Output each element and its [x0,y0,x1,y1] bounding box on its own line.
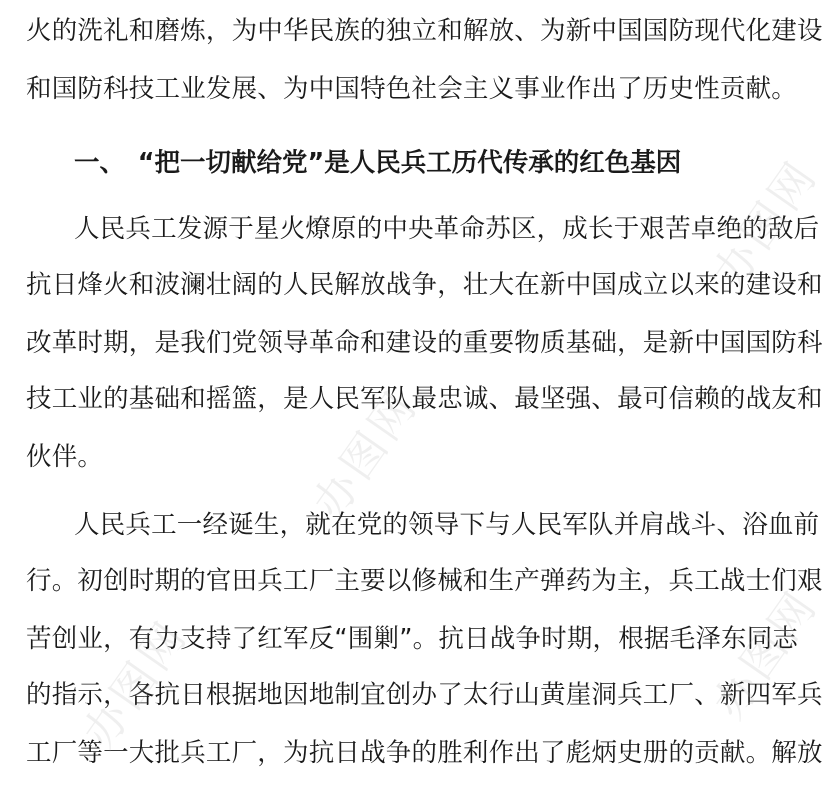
intro-line-2: 和国防科技工业发展、为中国特色社会主义事业作出了历史性贡献。 [26,74,798,104]
section-heading: 一、 “把一切献给党”是人民兵工历代传承的红色基因 [74,148,682,178]
watermark-text: 办图网 [73,610,198,759]
para2-line-5: 工厂等一大批兵工厂，为抗日战争的胜利作出了彪炳史册的贡献。解放 [26,738,823,768]
para1-line-1: 人民兵工发源于星火燎原的中央革命苏区，成长于艰苦卓绝的敌后 [74,214,820,244]
watermark-text: 办图网 [703,150,828,299]
para2-line-1: 人民兵工一经诞生，就在党的领导下与人民军队并肩战斗、浴血前 [74,510,820,540]
intro-line-1: 火的洗礼和磨炼，为中华民族的独立和解放、为新中国国防现代化建设 [26,16,823,46]
para2-line-4: 的指示，各抗日根据地因地制宜创办了太行山黄崖洞兵工厂、新四军兵 [26,680,823,710]
para2-line-2: 行。初创时期的官田兵工厂主要以修械和生产弹药为主，兵工战士们艰 [26,566,823,596]
para1-line-5: 伙伴。 [26,442,104,472]
watermark-text: 办图网 [303,380,428,529]
para1-line-3: 改革时期，是我们党领导革命和建设的重要物质基础，是新中国国防科 [26,328,823,358]
para1-line-4: 技工业的基础和摇篮，是人民军队最忠诚、最坚强、最可信赖的战友和 [26,384,823,414]
para1-line-2: 抗日烽火和波澜壮阔的人民解放战争，壮大在新中国成立以来的建设和 [26,270,823,300]
watermark-text: 办图网 [703,580,828,729]
para2-line-3: 苦创业，有力支持了红军反“围剿”。抗日战争时期，根据毛泽东同志 [26,624,799,654]
